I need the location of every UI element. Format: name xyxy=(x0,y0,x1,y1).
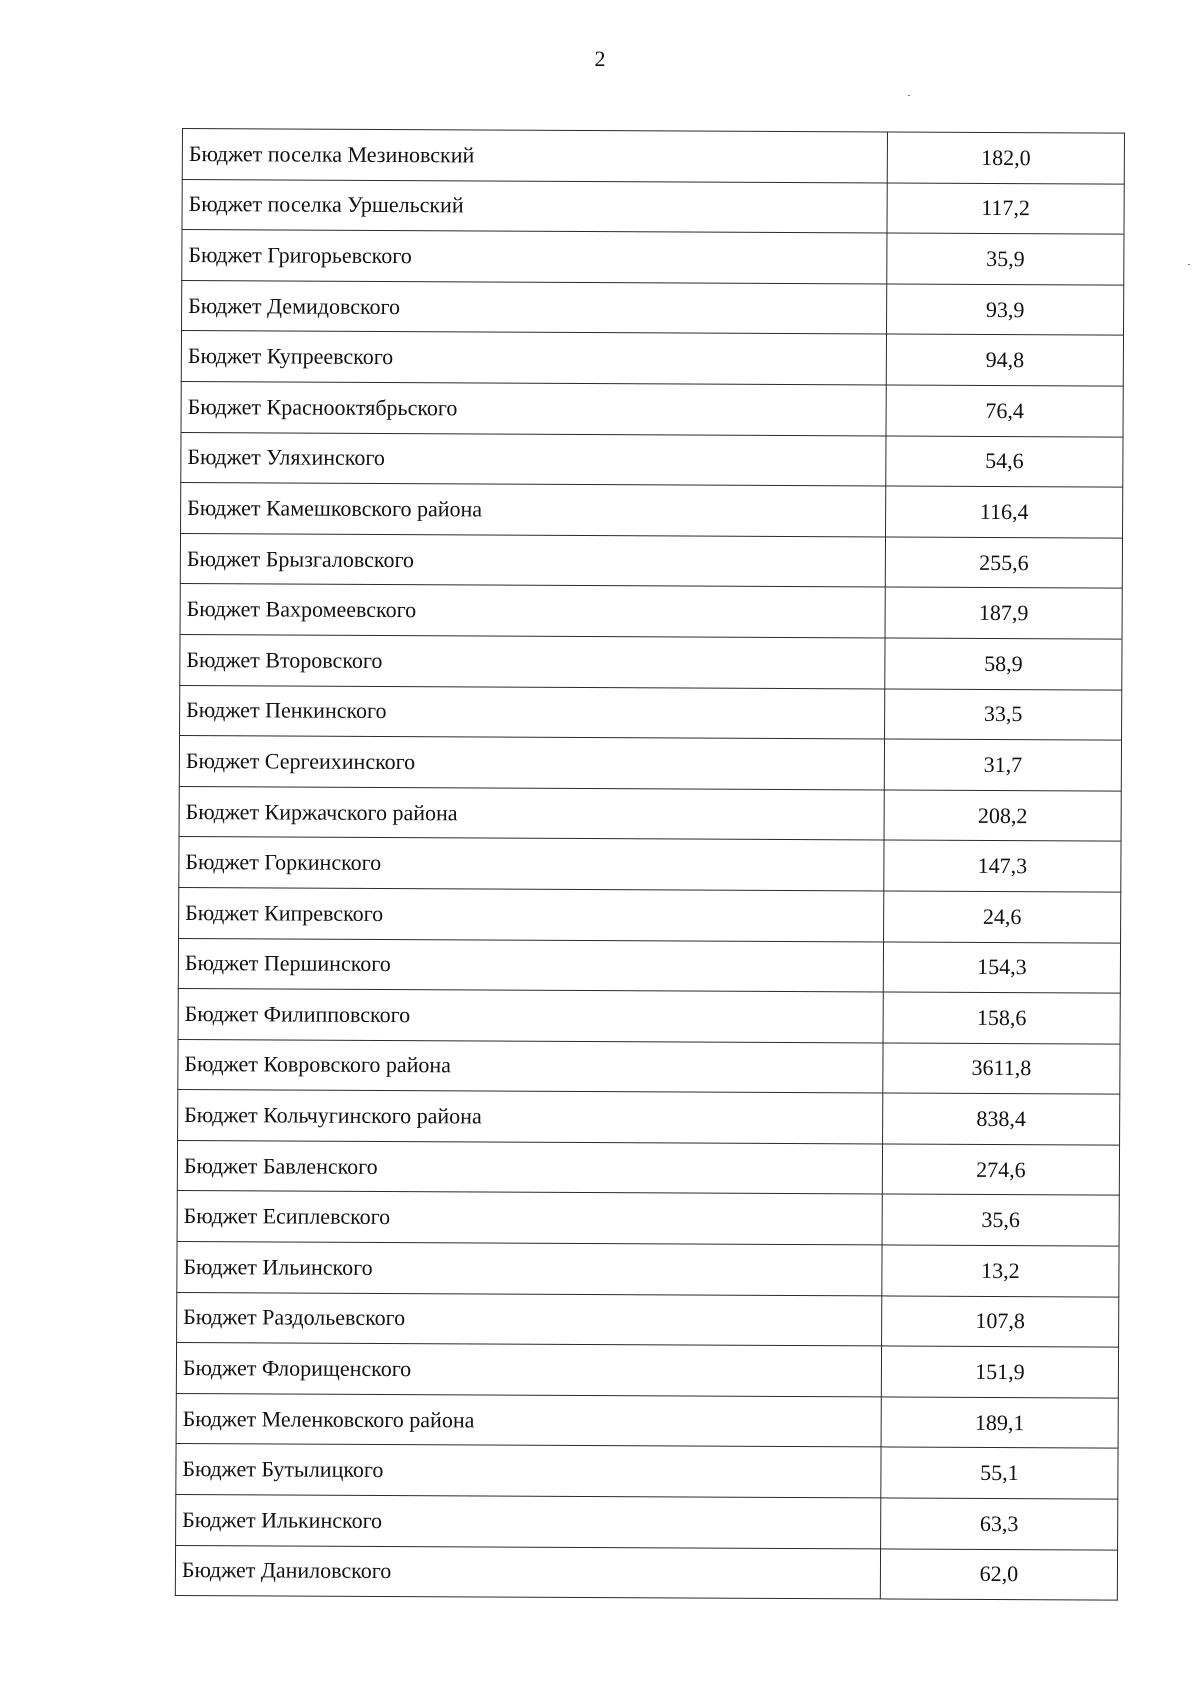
table-row xyxy=(177,1292,1119,1347)
budget-name-cell: Бюджет поселка Мезиновский xyxy=(182,129,887,183)
budget-name-cell: Бюджет Краснооктябрьского xyxy=(181,381,886,435)
budget-name-cell: Бюджет Григорьевского xyxy=(182,230,887,284)
budget-name-cell: Бюджет Сергеихинского xyxy=(179,736,884,790)
table-row xyxy=(177,1191,1119,1246)
table-row xyxy=(181,381,1123,436)
budget-value-cell: 208,2 xyxy=(884,790,1121,842)
budget-value-cell: 33,5 xyxy=(885,688,1122,740)
table-row xyxy=(181,432,1123,487)
table-row xyxy=(180,584,1122,639)
table-row xyxy=(179,786,1121,841)
budget-value-cell: 838,4 xyxy=(883,1093,1120,1145)
table-row xyxy=(178,938,1120,993)
table-row xyxy=(177,1242,1119,1297)
budget-name-cell: Бюджет Демидовского xyxy=(182,280,887,334)
budget-name-cell: Бюджет Кипревского xyxy=(179,887,884,941)
table-row xyxy=(180,685,1122,740)
table-row xyxy=(178,1090,1120,1145)
budget-name-cell: Бюджет Бутылицкого xyxy=(176,1444,881,1498)
budget-name-cell: Бюджет Камешковского района xyxy=(181,483,886,537)
table-row xyxy=(179,736,1121,791)
table-row xyxy=(178,989,1120,1044)
table-row xyxy=(182,179,1124,234)
budget-name-cell: Бюджет Ильинского xyxy=(177,1242,882,1296)
table-row xyxy=(182,129,1124,184)
budget-value-cell: 24,6 xyxy=(884,891,1121,943)
table-row xyxy=(180,634,1122,689)
budget-value-cell: 147,3 xyxy=(884,840,1121,892)
budget-value-cell: 116,4 xyxy=(886,486,1123,538)
budget-value-cell: 58,9 xyxy=(885,638,1122,690)
table-row xyxy=(175,1545,1117,1600)
table-row xyxy=(176,1444,1118,1499)
budget-name-cell: Бюджет Ковровского района xyxy=(178,1039,883,1093)
table-row xyxy=(181,483,1123,538)
budget-value-cell: 187,9 xyxy=(885,587,1122,639)
budget-name-cell: Бюджет Илькинского xyxy=(176,1495,881,1549)
budget-name-cell: Бюджет Брызгаловского xyxy=(180,533,885,587)
budget-value-cell: 31,7 xyxy=(884,739,1121,791)
budget-value-cell: 93,9 xyxy=(887,284,1124,336)
table-row xyxy=(179,887,1121,942)
budget-name-cell: Бюджет Меленковского района xyxy=(176,1393,881,1447)
budget-value-cell: 55,1 xyxy=(881,1447,1118,1499)
budget-name-cell: Бюджет Филипповского xyxy=(178,989,883,1043)
budget-value-cell: 182,0 xyxy=(887,132,1124,184)
budget-name-cell: Бюджет Першинского xyxy=(178,938,883,992)
budget-name-cell: Бюджет Горкинского xyxy=(179,837,884,891)
table-row xyxy=(177,1140,1119,1195)
budget-name-cell: Бюджет Второвского xyxy=(180,634,885,688)
budget-name-cell: Бюджет Уляхинского xyxy=(181,432,886,486)
budget-value-cell: 117,2 xyxy=(887,183,1124,235)
budget-value-cell: 151,9 xyxy=(881,1346,1118,1398)
budget-value-cell: 255,6 xyxy=(885,537,1122,589)
budget-name-cell: Бюджет Вахромеевского xyxy=(180,584,885,638)
table-row xyxy=(176,1393,1118,1448)
scan-speck xyxy=(1188,264,1190,265)
budget-value-cell: 189,1 xyxy=(881,1397,1118,1449)
budget-value-cell: 62,0 xyxy=(880,1549,1117,1601)
budget-value-cell: 94,8 xyxy=(886,334,1123,386)
budget-value-cell: 274,6 xyxy=(882,1144,1119,1196)
budget-value-cell: 54,6 xyxy=(886,436,1123,488)
table-row xyxy=(176,1343,1118,1398)
scan-speck xyxy=(908,95,910,96)
budget-name-cell: Бюджет Купреевского xyxy=(181,331,886,385)
budget-name-cell: Бюджет Киржачского района xyxy=(179,786,884,840)
table-row xyxy=(182,230,1124,285)
table-row xyxy=(178,1039,1120,1094)
budget-value-cell: 13,2 xyxy=(882,1245,1119,1297)
budget-value-cell: 63,3 xyxy=(881,1498,1118,1550)
budget-value-cell: 35,9 xyxy=(887,233,1124,285)
budget-value-cell: 3611,8 xyxy=(883,1043,1120,1095)
budget-name-cell: Бюджет поселка Уршельский xyxy=(182,179,887,233)
budget-value-cell: 107,8 xyxy=(882,1296,1119,1348)
budget-table xyxy=(175,128,1125,1601)
budget-value-cell: 154,3 xyxy=(883,941,1120,993)
table-row xyxy=(180,533,1122,588)
budget-name-cell: Бюджет Пенкинского xyxy=(180,685,885,739)
table-row xyxy=(181,331,1123,386)
budget-name-cell: Бюджет Флорищенского xyxy=(176,1343,881,1397)
budget-name-cell: Бюджет Бавленского xyxy=(177,1140,882,1194)
budget-value-cell: 35,6 xyxy=(882,1194,1119,1246)
page-number: 2 xyxy=(594,46,606,71)
budget-name-cell: Бюджет Даниловского xyxy=(175,1545,880,1599)
budget-name-cell: Бюджет Кольчугинского района xyxy=(178,1090,883,1144)
table-row xyxy=(182,280,1124,335)
budget-name-cell: Бюджет Раздольевского xyxy=(177,1292,882,1346)
budget-table-body xyxy=(175,129,1124,1601)
budget-name-cell: Бюджет Есиплевского xyxy=(177,1191,882,1245)
table-row xyxy=(176,1495,1118,1550)
budget-value-cell: 76,4 xyxy=(886,385,1123,437)
budget-value-cell: 158,6 xyxy=(883,992,1120,1044)
table-row xyxy=(179,837,1121,892)
